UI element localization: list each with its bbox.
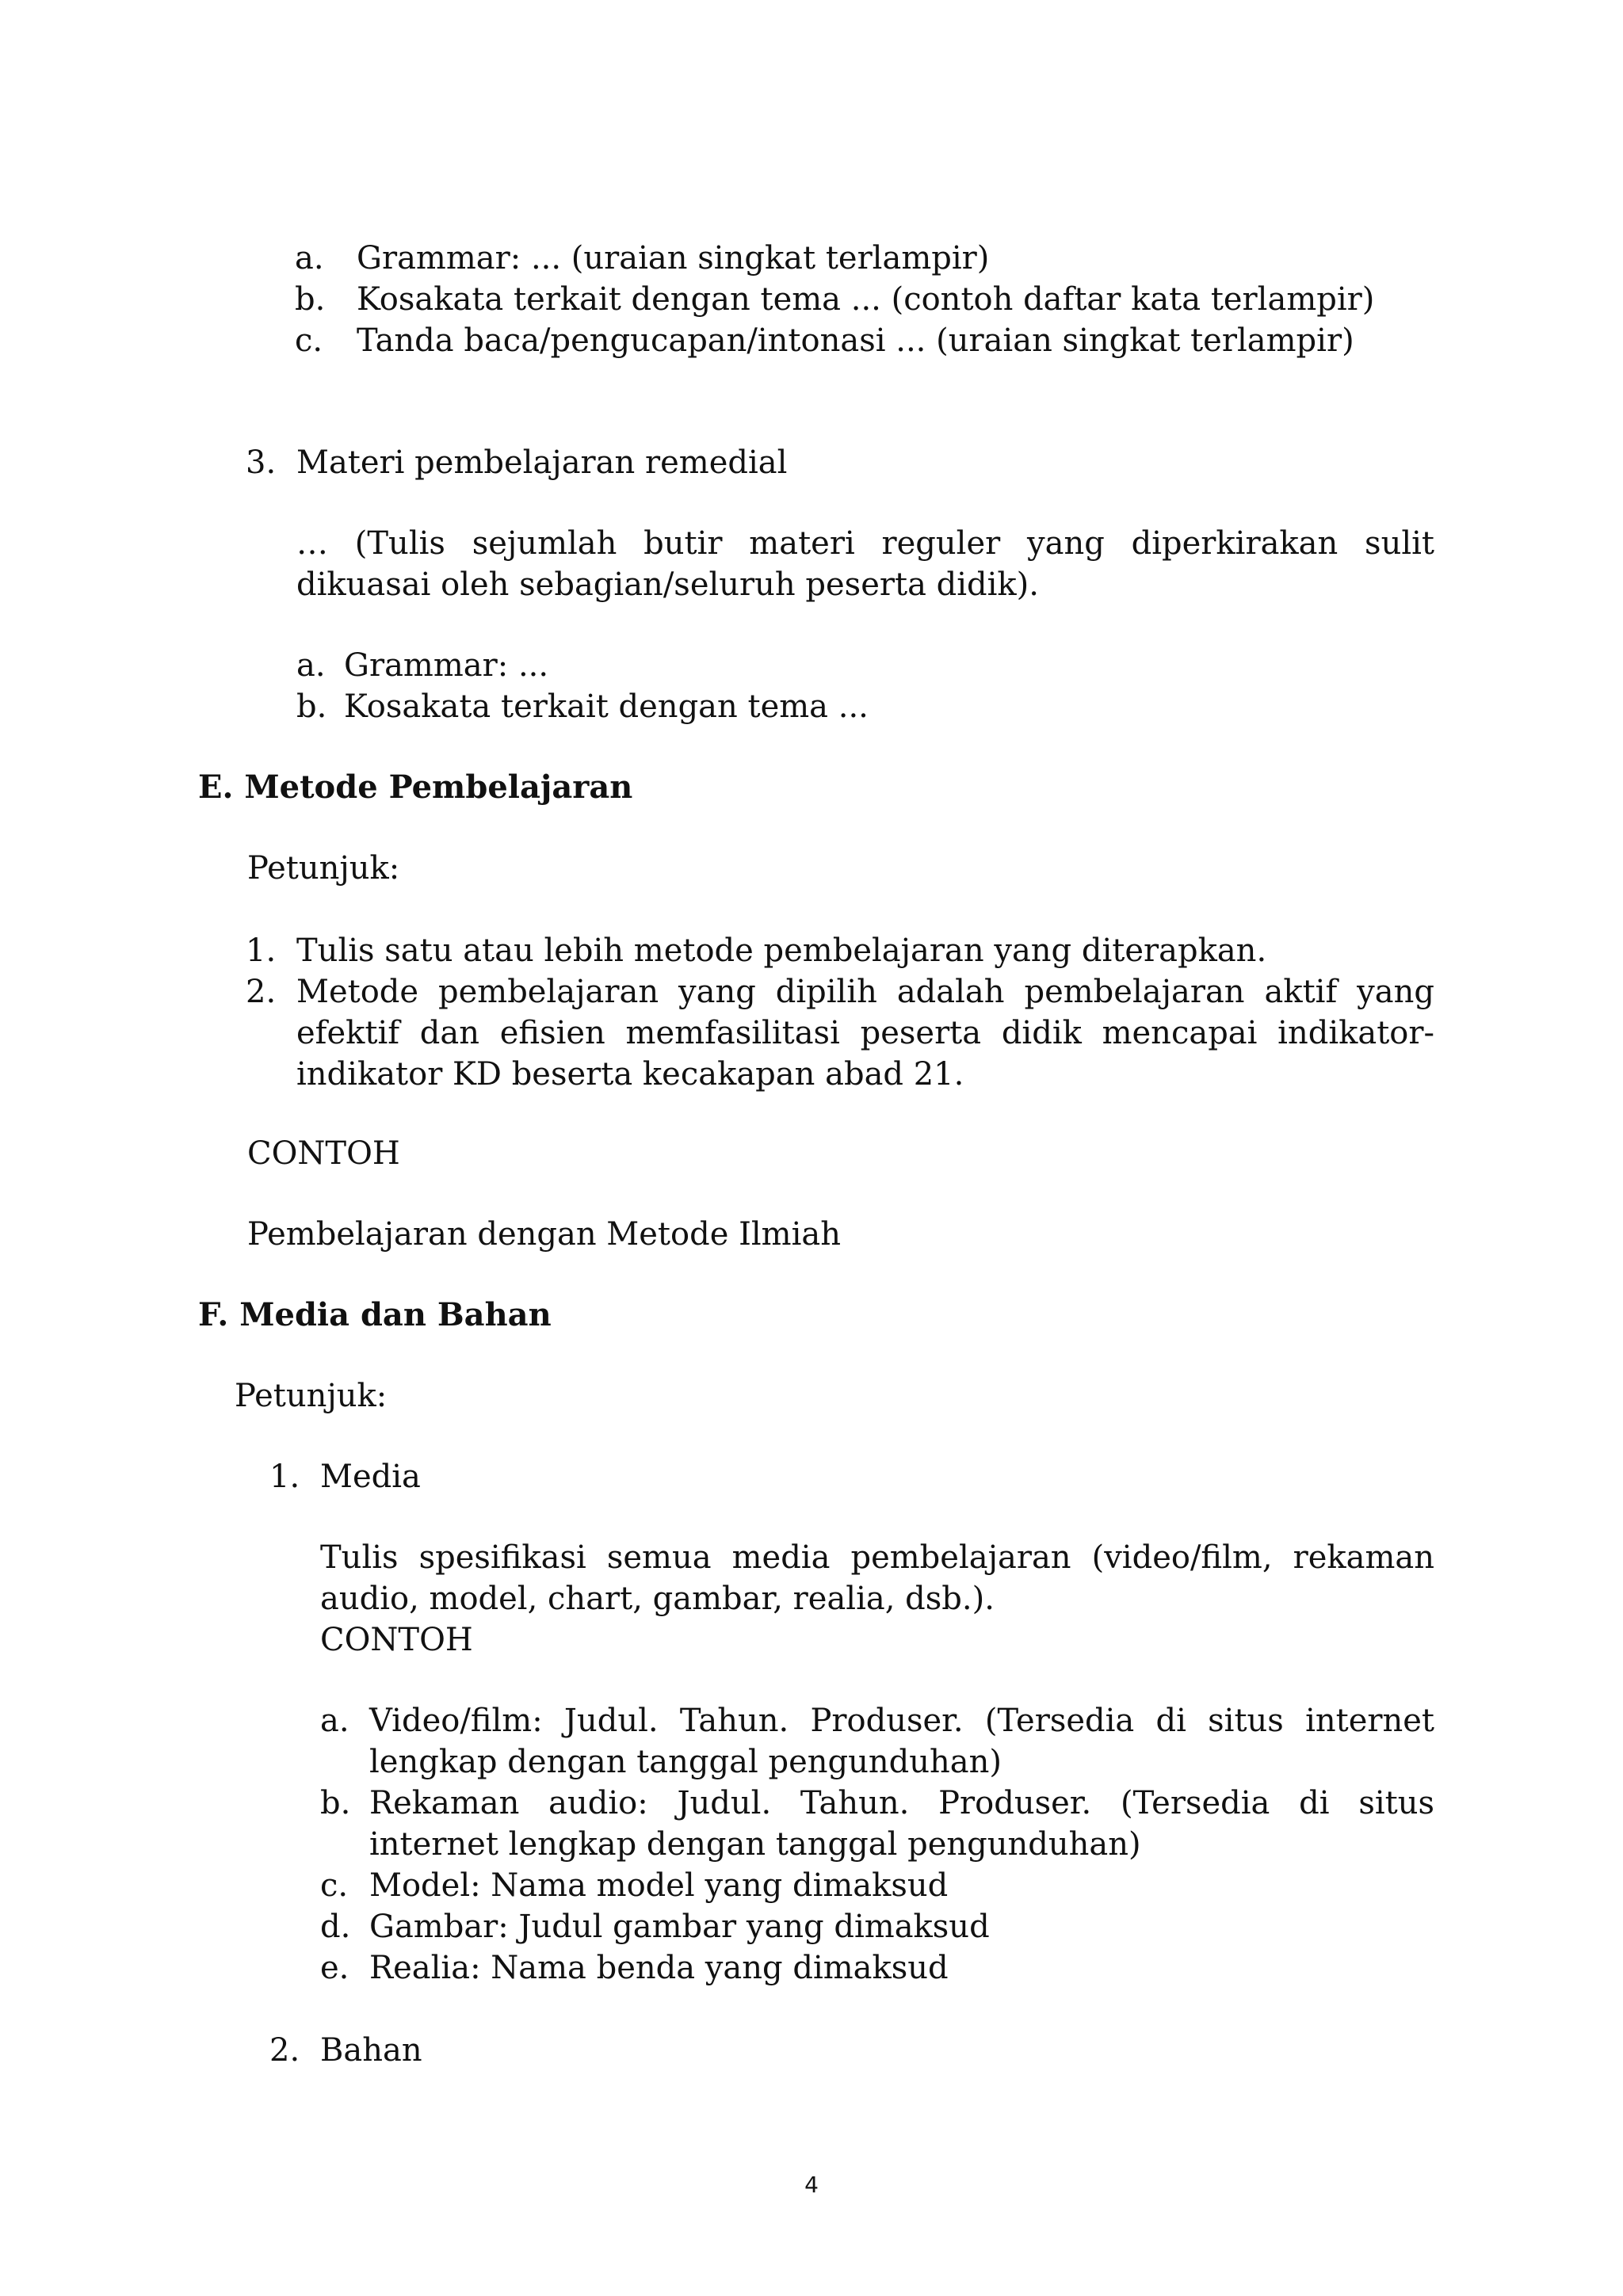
subsection-title: Bahan [320, 2032, 422, 2069]
list-item: Grammar: ... [344, 647, 549, 684]
list-item: Kosakata terkait dengan tema ... (contoh daftar kata terlampir) [357, 281, 1375, 318]
list-marker: c. [295, 322, 323, 359]
example-label: CONTOH [320, 1622, 473, 1658]
list-marker: b. [320, 1785, 351, 1821]
list-marker: d. [320, 1909, 351, 1945]
example-text: Pembelajaran dengan Metode Ilmiah [247, 1216, 842, 1253]
list-item: Tulis satu atau lebih metode pembelajaran yang diterapkan. [296, 933, 1267, 969]
section-heading: E. Metode Pembelajaran [198, 769, 633, 806]
paragraph: Tulis spesifikasi semua media pembelajaran (video/film, rekaman audio, model, chart, gambar, realia, dsb.). [320, 1539, 1434, 1617]
list-item: Kosakata terkait dengan tema ... [344, 688, 869, 725]
list-marker: a. [296, 647, 326, 684]
example-label: CONTOH [247, 1135, 400, 1172]
list-marker: 1. [269, 1459, 300, 1495]
list-marker: 3. [246, 444, 277, 481]
instruction-label: Petunjuk: [235, 1378, 388, 1414]
list-marker: a. [295, 240, 324, 277]
instruction-label: Petunjuk: [247, 850, 400, 887]
list-marker: 2. [269, 2032, 300, 2069]
list-marker: b. [295, 281, 326, 318]
list-marker: b. [296, 688, 327, 725]
list-item: Model: Nama model yang dimaksud [369, 1867, 949, 1904]
list-item: Gambar: Judul gambar yang dimaksud [369, 1909, 990, 1945]
list-marker: 1. [246, 933, 277, 969]
list-item: Video/film: Judul. Tahun. Produser. (Tersedia di situs internet lengkap dengan tanggal pengunduhan) [369, 1703, 1434, 1780]
list-item: Metode pembelajaran yang dipilih adalah pembelajaran aktif yang efektif dan efisien memfasilitasi peserta didik mencapai indikator-indikator KD beserta kecakapan abad 21. [296, 974, 1434, 1093]
subsection-title: Materi pembelajaran remedial [296, 444, 788, 481]
list-item: Realia: Nama benda yang dimaksud [369, 1950, 949, 1986]
page-number: 4 [804, 2172, 819, 2198]
list-marker: c. [320, 1867, 349, 1904]
list-marker: 2. [246, 974, 277, 1010]
list-item: Grammar: ... (uraian singkat terlampir) [357, 240, 990, 277]
list-item: Rekaman audio: Judul. Tahun. Produser. (Tersedia di situs internet lengkap dengan tanggal pengunduhan) [369, 1785, 1434, 1863]
paragraph: … (Tulis sejumlah butir materi reguler yang diperkirakan sulit dikuasai oleh sebagian/seluruh peserta didik). [296, 525, 1434, 603]
list-item: Tanda baca/pengucapan/intonasi ... (uraian singkat terlampir) [357, 322, 1354, 359]
list-marker: a. [320, 1703, 349, 1739]
list-marker: e. [320, 1950, 349, 1986]
subsection-title: Media [320, 1459, 421, 1495]
section-heading: F. Media dan Bahan [198, 1296, 552, 1333]
